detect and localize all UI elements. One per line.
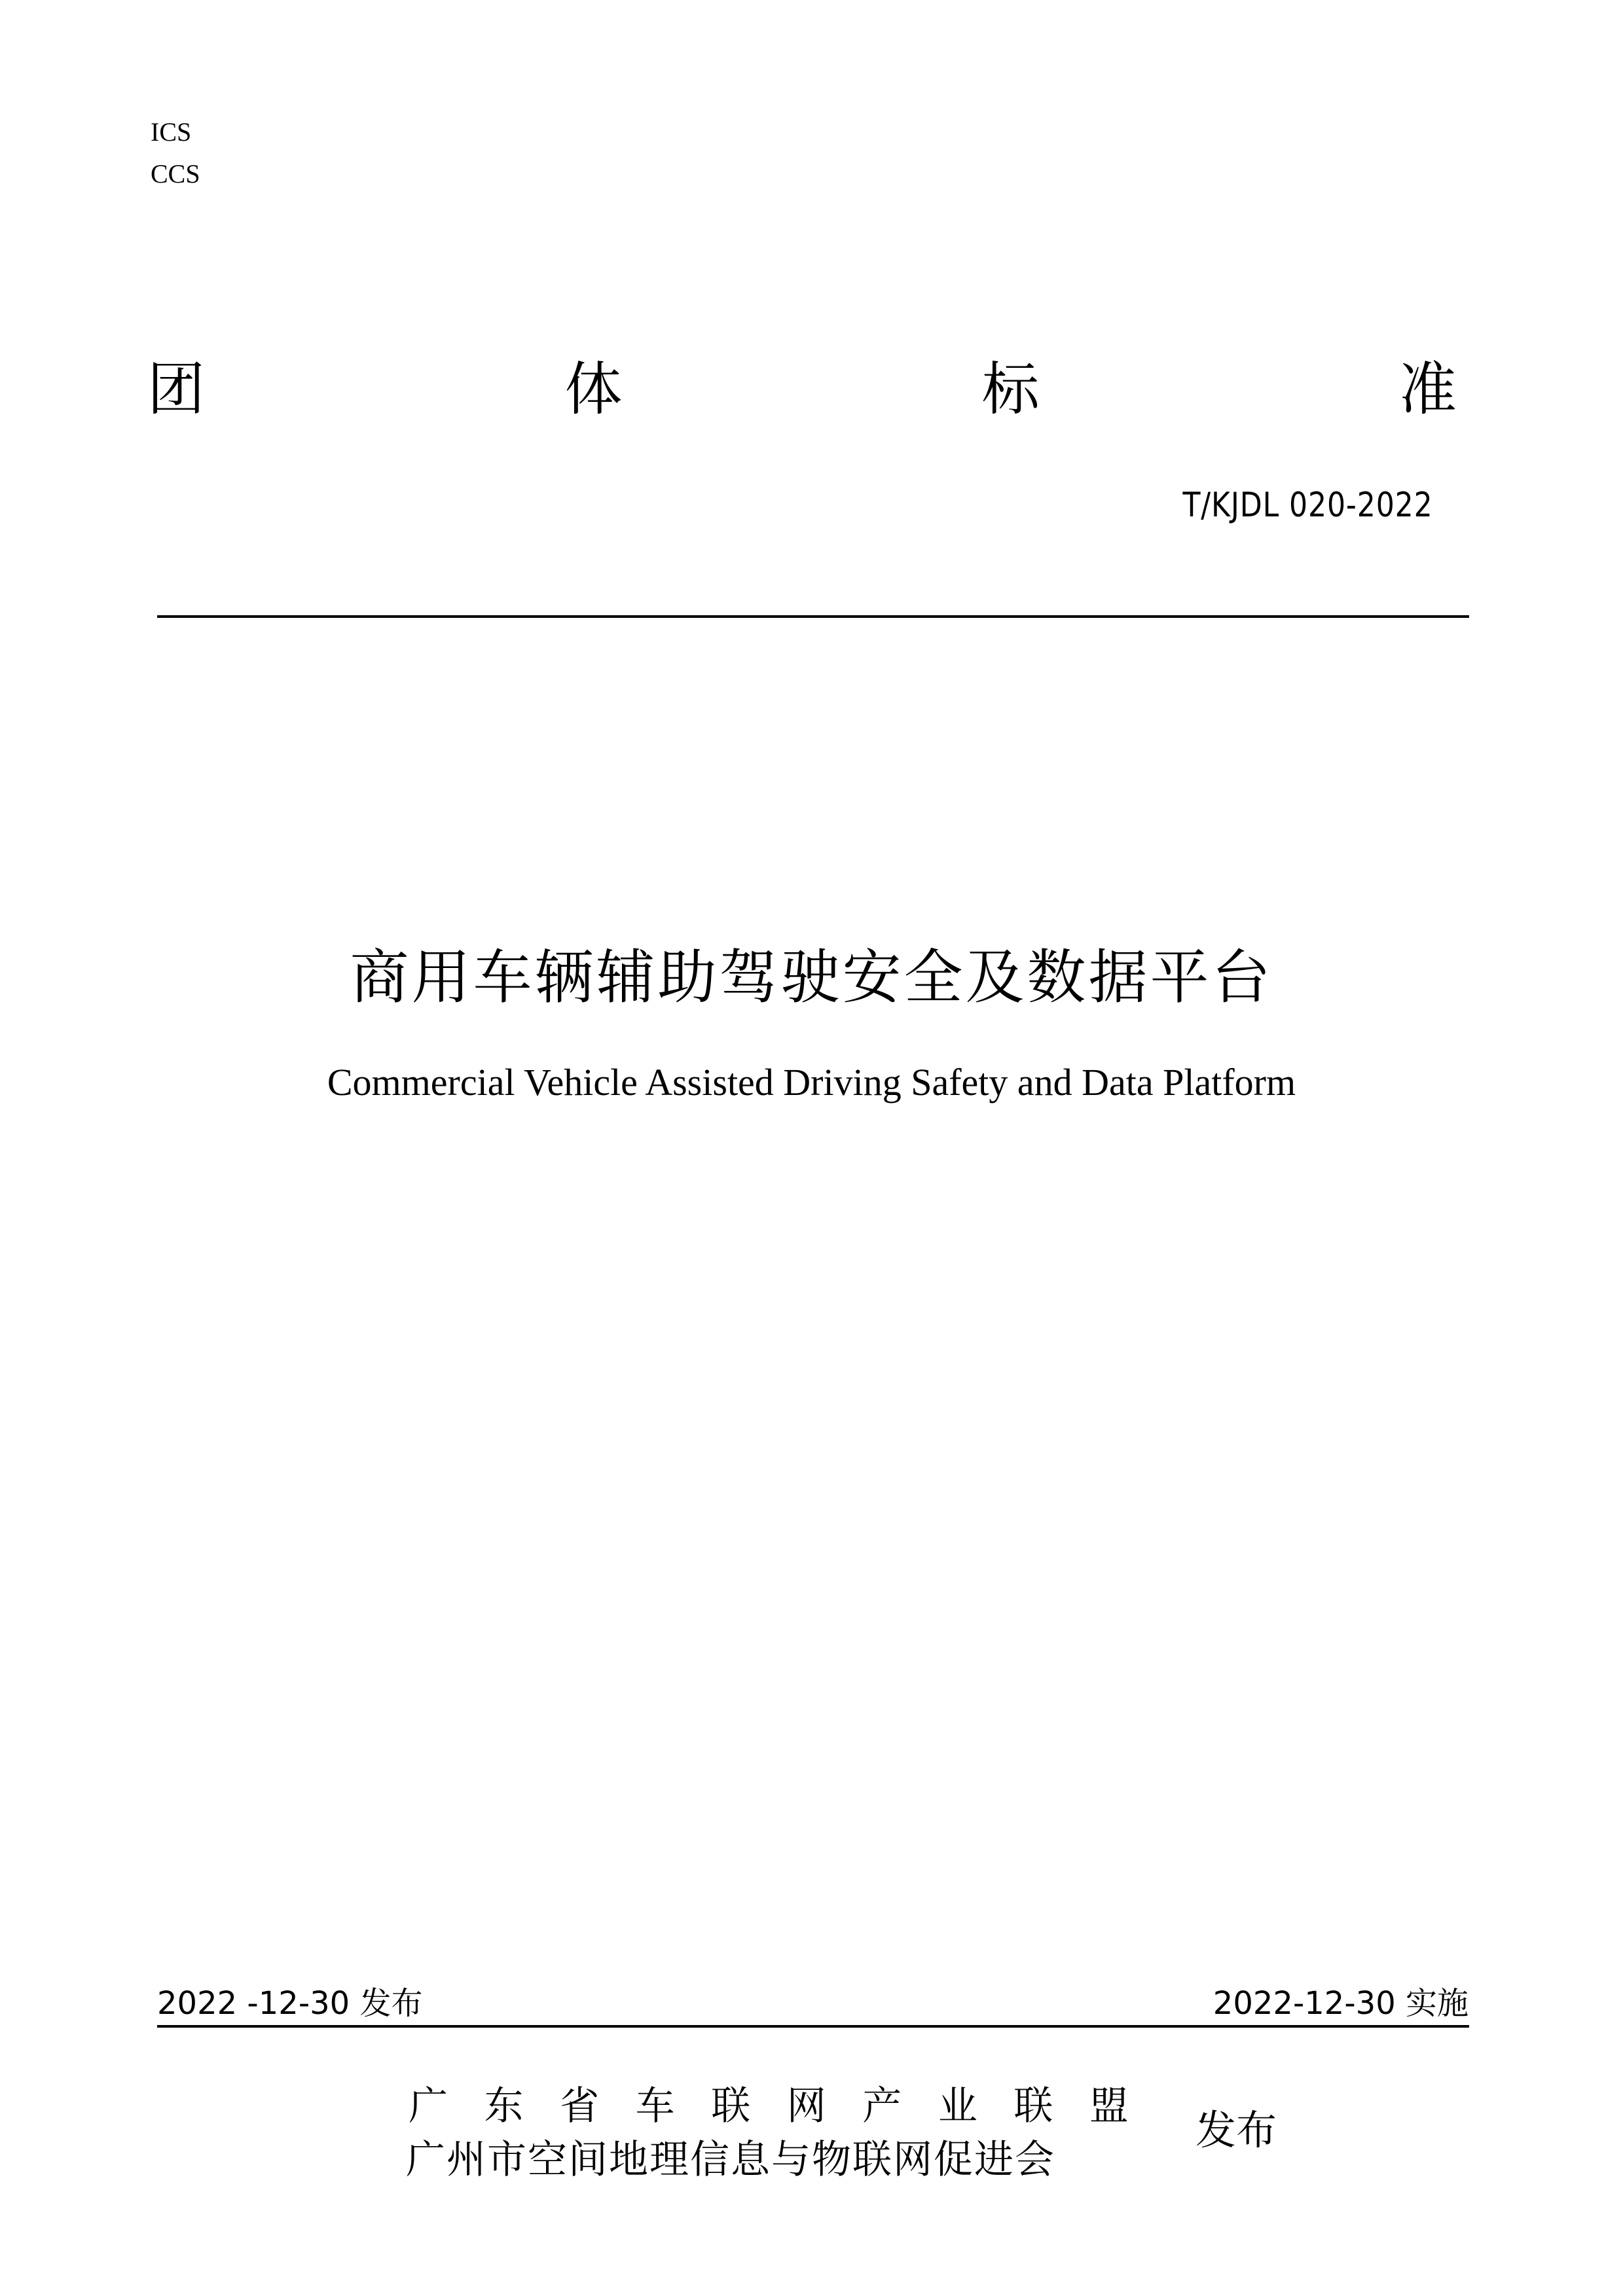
title-english: Commercial Vehicle Assisted Driving Safety and Data Platform (327, 1061, 1296, 1103)
publisher-char: 产 (862, 2083, 902, 2129)
document-type-heading (147, 353, 1457, 425)
publisher-2: 广州市空间地理信息与物联网促进会 (406, 2137, 1055, 2183)
publisher-char: 网 (786, 2083, 826, 2129)
ccs-label: CCS (151, 159, 200, 188)
heading-char: 标 (981, 355, 1040, 423)
publisher-char: 盟 (1089, 2083, 1129, 2129)
heading-char: 准 (1398, 355, 1457, 423)
publisher-char: 联 (711, 2083, 751, 2129)
ics-label: ICS (151, 117, 192, 147)
publish-verb: 发布 (1195, 2106, 1277, 2154)
implement-date: 2022-12-30 实施 (1213, 1985, 1468, 2022)
title-chinese: 商用车辆辅助驾驶安全及数据平台 (350, 943, 1273, 1012)
publish-date: 2022 -12-30 发布 (157, 1985, 423, 2022)
heading-char: 团 (147, 355, 206, 423)
publisher-char: 联 (1013, 2083, 1053, 2129)
publisher-char: 车 (635, 2083, 675, 2129)
publisher-char: 业 (938, 2083, 977, 2129)
publisher-char: 广 (409, 2083, 448, 2129)
publisher-char: 东 (484, 2083, 524, 2129)
heading-char: 体 (564, 355, 623, 423)
publisher-1 (409, 2075, 1129, 2131)
bottom-divider (157, 2025, 1469, 2028)
top-divider (157, 615, 1469, 618)
standard-code: T/KJDL 020-2022 (1182, 486, 1433, 525)
publisher-char: 省 (560, 2083, 600, 2129)
